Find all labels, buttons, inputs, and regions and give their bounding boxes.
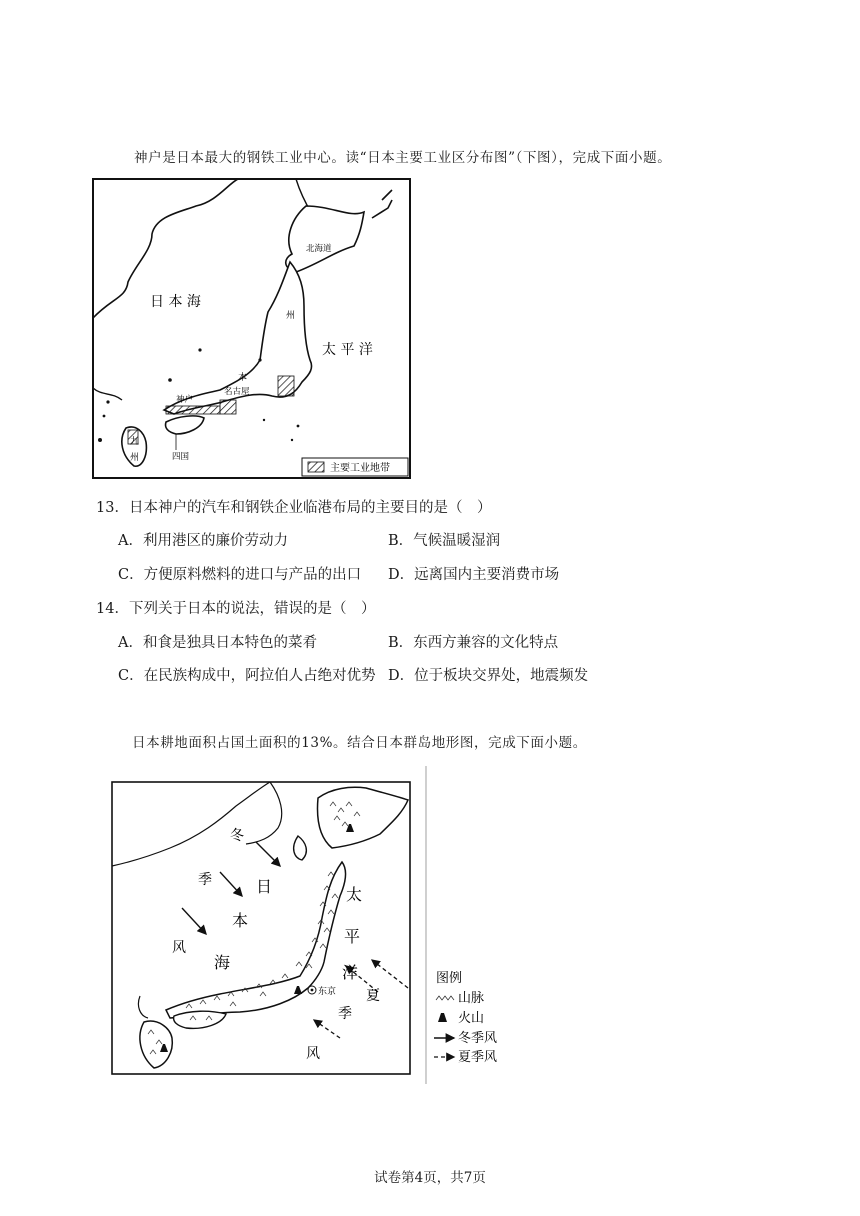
q14-option-b: B．东西方兼容的文化特点 bbox=[388, 635, 559, 651]
label-shikoku: 四国 bbox=[172, 452, 190, 462]
q13-option-a: A．利用港区的廉价劳动力 bbox=[118, 533, 288, 549]
legend-summer-monsoon: 夏季风 bbox=[458, 1050, 498, 1065]
q14-option-d: D．位于板块交界处，地震频发 bbox=[388, 668, 589, 684]
label-hokkaido: 北海道 bbox=[306, 244, 332, 254]
label-ocean-3: 洋 bbox=[342, 963, 359, 982]
mountain-legend-icon bbox=[436, 996, 454, 1000]
legend-winter-monsoon: 冬季风 bbox=[458, 1031, 498, 1046]
label-summer-1: 夏 bbox=[366, 988, 380, 1004]
q13-option-c: C．方便原料燃料的进口与产品的出口 bbox=[118, 567, 362, 583]
label-honshu-1: 州 bbox=[286, 311, 296, 321]
label-sea-3: 海 bbox=[214, 953, 231, 972]
label-sea-2: 本 bbox=[232, 911, 249, 930]
label-kyushu-2: 州 bbox=[130, 453, 140, 463]
label-sea-of-japan: 日 本 海 bbox=[150, 294, 201, 310]
legend-hatch-swatch bbox=[308, 462, 324, 472]
legend-volcano: 火山 bbox=[458, 1011, 485, 1026]
label-ocean-2: 平 bbox=[344, 927, 361, 946]
label-ocean-1: 太 bbox=[346, 885, 363, 904]
section1-intro: 神户是日本最大的钢铁工业中心。读“日本主要工业区分布图”（下图），完成下面小题。 bbox=[134, 150, 672, 166]
legend-title: 图例 bbox=[436, 971, 463, 986]
japan-terrain-map bbox=[110, 766, 520, 1086]
label-sea-1: 日 bbox=[256, 877, 273, 896]
label-nagoya: 名古屋 bbox=[224, 387, 250, 397]
legend-industrial-belt: 主要工业地带 bbox=[330, 463, 390, 474]
label-winter-2: 季 bbox=[198, 872, 212, 888]
label-kobe: 神户 bbox=[176, 395, 194, 405]
question-13: 13．日本神户的汽车和钢铁企业临港布局的主要目的是（ ） bbox=[96, 500, 492, 516]
label-summer-2: 季 bbox=[338, 1006, 352, 1022]
label-tokyo: 东京 bbox=[318, 987, 337, 997]
industrial-zone-tokyo bbox=[278, 376, 294, 396]
label-winter-3: 风 bbox=[172, 940, 186, 956]
q13-option-d: D．远离国内主要消费市场 bbox=[388, 567, 560, 583]
q14-option-c: C．在民族构成中，阿拉伯人占绝对优势 bbox=[118, 668, 376, 684]
section2-intro: 日本耕地面积占国土面积的13%。结合日本群岛地形图，完成下面小题。 bbox=[132, 735, 587, 751]
q13-option-b: B．气候温暖湿润 bbox=[388, 533, 501, 549]
label-pacific-ocean: 太 平 洋 bbox=[322, 342, 373, 358]
volcano-legend-icon bbox=[438, 1013, 447, 1022]
industrial-zone-nagoya bbox=[220, 400, 236, 414]
page-footer: 试卷第4页，共7页 bbox=[374, 1170, 486, 1186]
legend bbox=[434, 971, 497, 1065]
label-winter-1: 冬 bbox=[230, 828, 244, 844]
japan-industrial-map bbox=[92, 178, 412, 480]
label-kyushu-1: 九 bbox=[130, 437, 140, 447]
q14-option-a: A．和食是独具日本特色的菜肴 bbox=[118, 635, 317, 651]
legend-mountain: 山脉 bbox=[458, 991, 485, 1006]
question-14: 14．下列关于日本的说法，错误的是（ ） bbox=[96, 601, 376, 617]
label-honshu-2: 本 bbox=[238, 373, 248, 383]
industrial-zone-setouchi bbox=[166, 406, 220, 414]
label-summer-3: 风 bbox=[306, 1046, 320, 1062]
